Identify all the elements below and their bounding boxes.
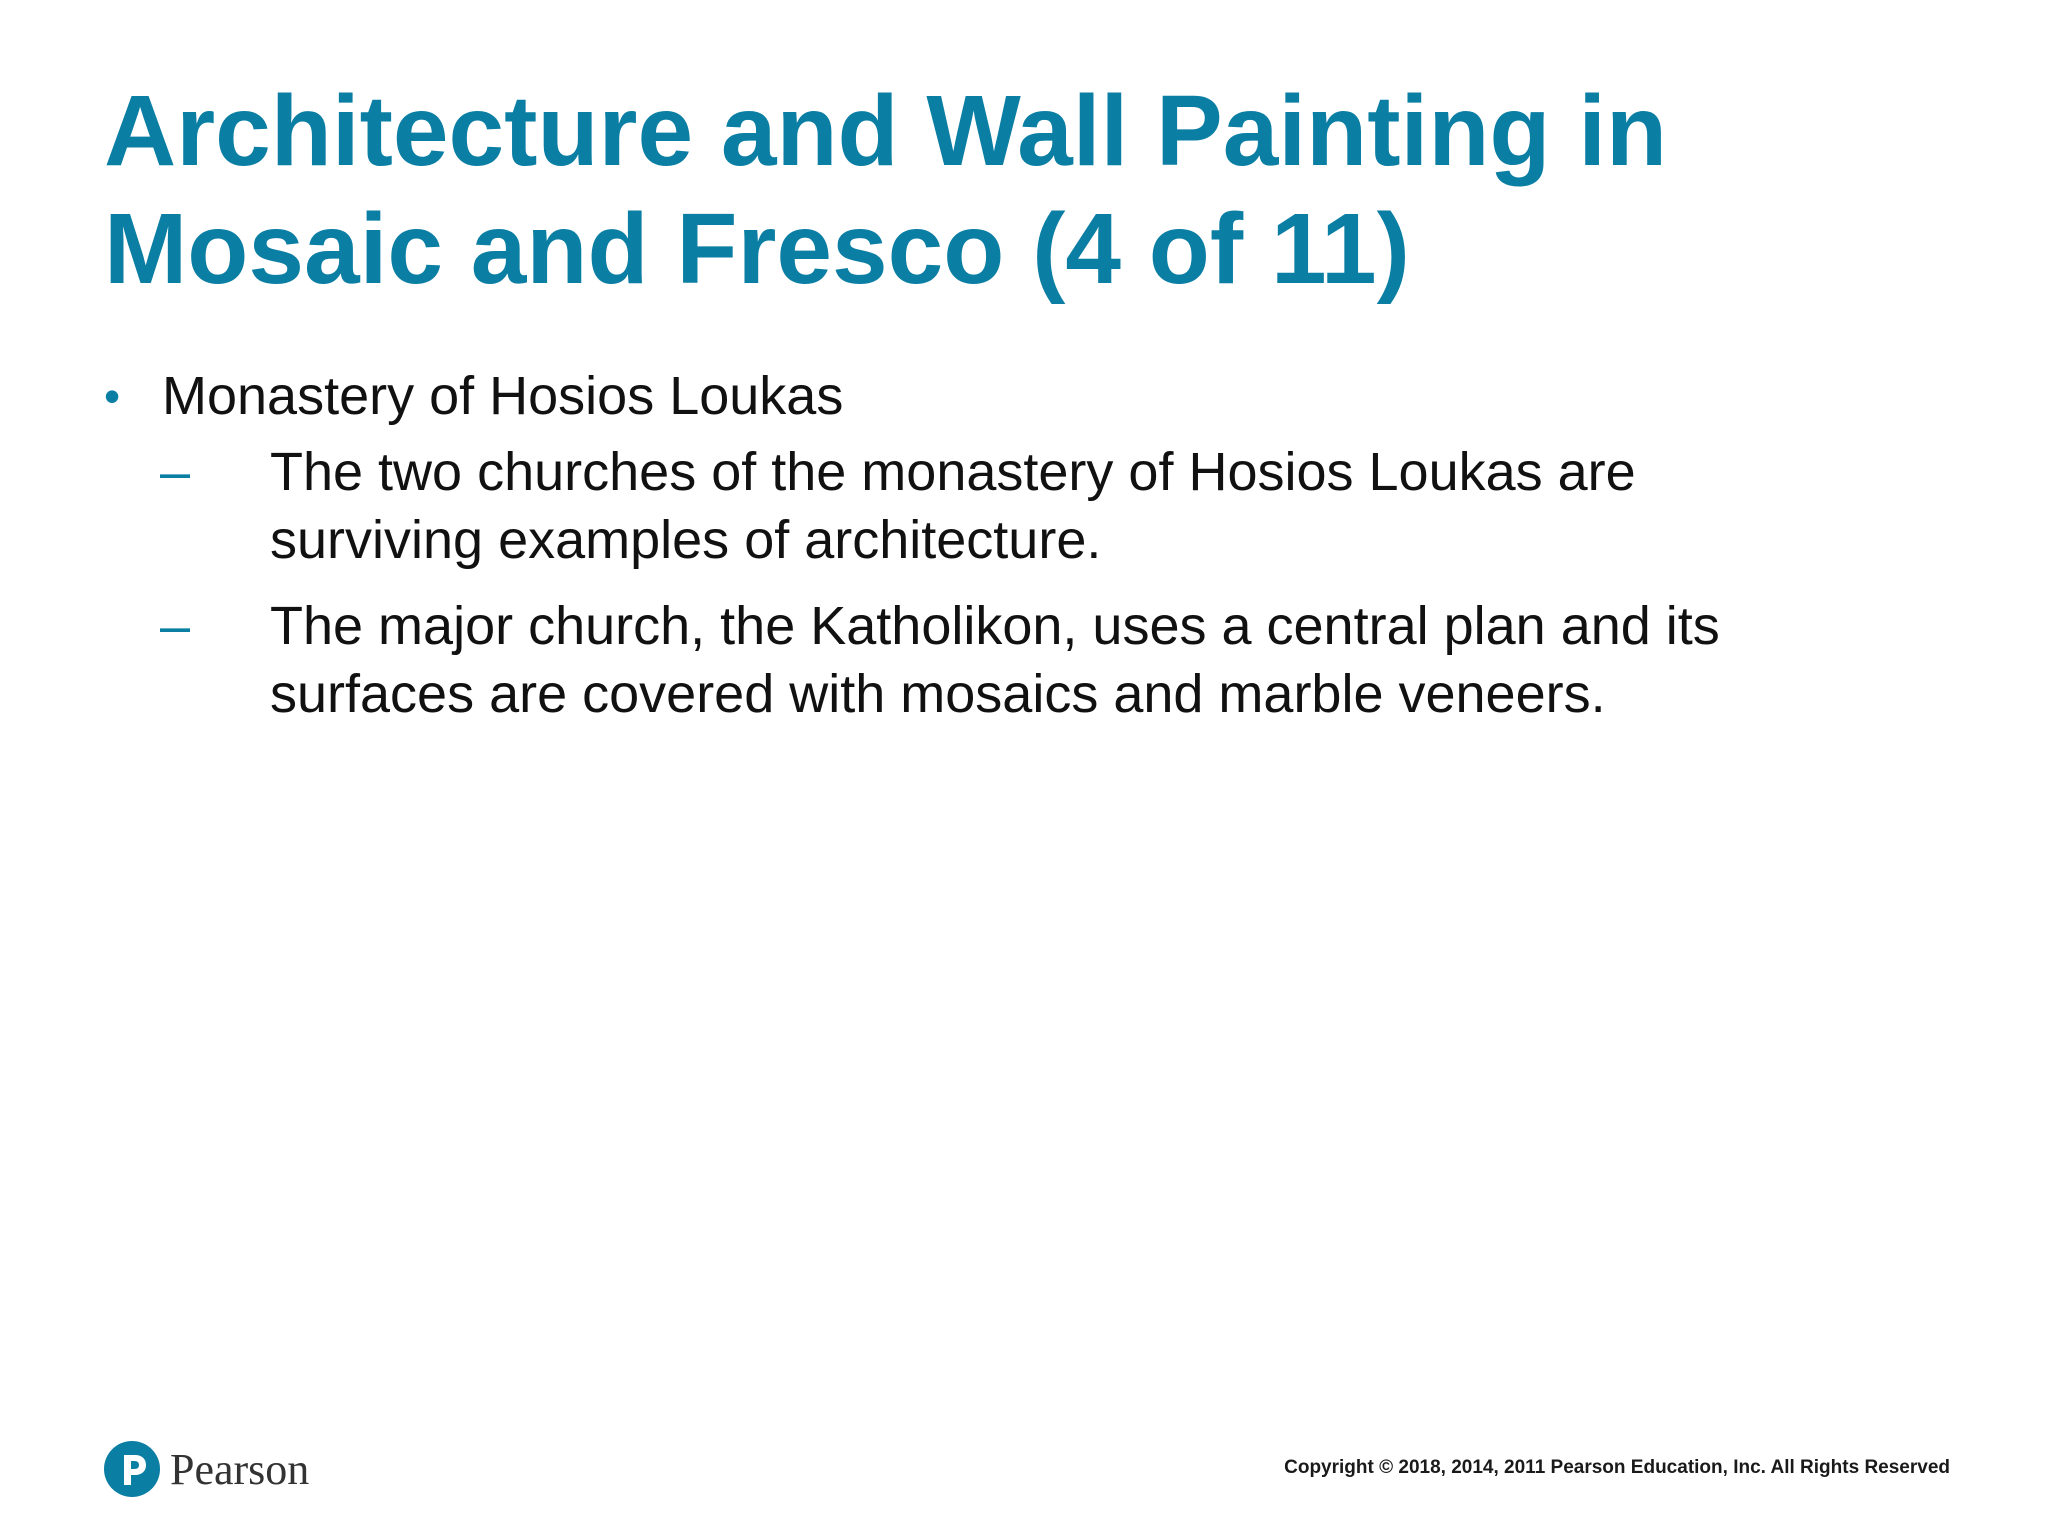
sub-bullet-text: The major church, the Katholikon, uses a central plan and its surfaces are covered with mosaics and marble veneers. [270, 596, 1720, 724]
copyright-notice: Copyright © 2018, 2014, 2011 Pearson Education, Inc. All Rights Reserved [1284, 1457, 1950, 1478]
bullet-marker: • [104, 370, 121, 422]
pearson-logo-text: Pearson [170, 1444, 310, 1494]
sub-list-item [160, 438, 1830, 574]
slide-title-line-1: Architecture and Wall Painting in [104, 75, 1668, 187]
slide-title-line-2: Mosaic and Fresco (4 of 11) [104, 193, 1410, 305]
slide-title [104, 72, 1904, 308]
list-item [104, 362, 1884, 430]
pearson-logo [104, 1436, 309, 1502]
bullet-list [104, 362, 1884, 746]
sub-bullet-text: The two churches of the monastery of Hosios Loukas are surviving examples of architecture. [270, 442, 1636, 570]
dash-marker: – [160, 596, 191, 656]
dash-marker: – [160, 442, 191, 502]
sub-list-item [160, 592, 1830, 728]
bullet-text: Monastery of Hosios Loukas [162, 366, 844, 426]
pearson-logo-icon [104, 1441, 160, 1497]
